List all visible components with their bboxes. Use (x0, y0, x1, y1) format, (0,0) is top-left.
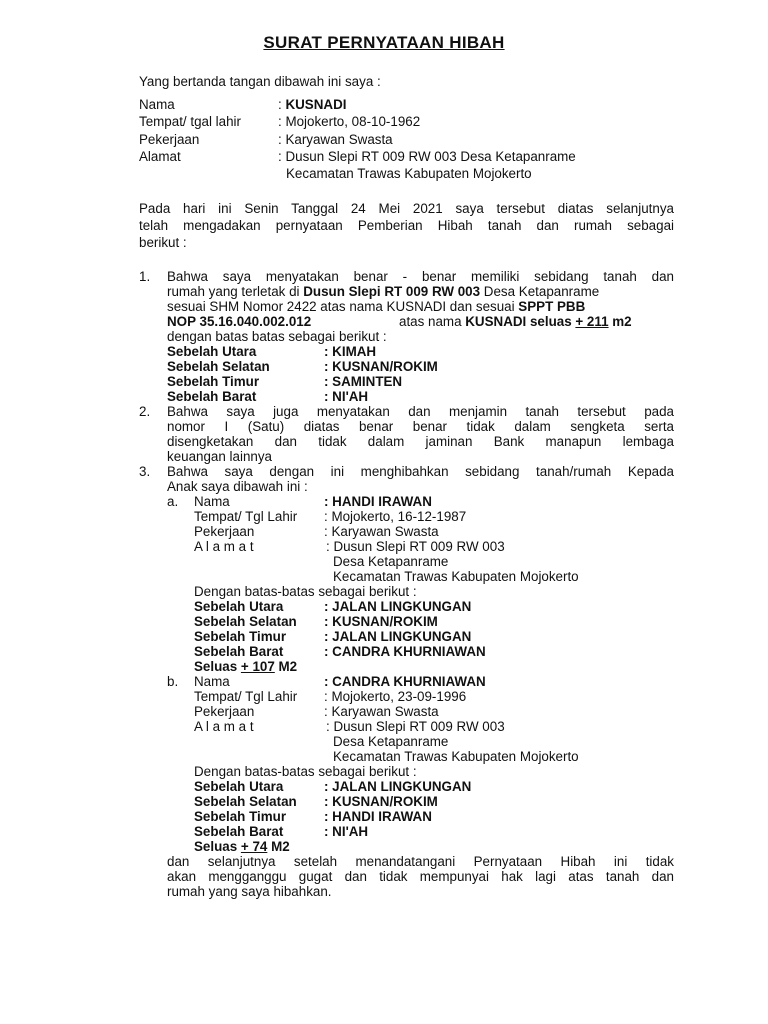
item1-line (167, 284, 599, 299)
recipient-a-ttl: : Mojokerto, 16-12-1987 (324, 509, 467, 524)
sub-item-letter: b. (167, 674, 179, 689)
declarant-address-line2: Kecamatan Trawas Kabupaten Mojokerto (286, 166, 532, 181)
declarant-name-label: Nama (139, 97, 175, 112)
recipient-a-ttl-label: Tempat/ Tgl Lahir (194, 509, 298, 524)
item1-text: rumah yang terletak di (167, 284, 304, 299)
item1-nop: NOP 35.16.040.002.012 (167, 314, 312, 329)
paragraph-line: Pada hari ini Senin Tanggal 24 Mei 2021 saya tersebut diatas selanjutnya (139, 201, 674, 216)
boundary-value: : SAMINTEN (324, 374, 403, 389)
item1-text: atas nama (399, 314, 466, 329)
boundary-value: : NI'AH (324, 824, 369, 839)
item2-line: disengketakan dan tidak dalam jaminan Bank manapun lembaga (167, 434, 674, 449)
recipient-a-job-label: Pekerjaan (194, 524, 255, 539)
recipient-a-name-label: Nama (194, 494, 230, 509)
sub-item-letter: a. (167, 494, 179, 509)
item-number: 3. (139, 464, 151, 479)
recipient-a-address-line1: : Dusun Slepi RT 009 RW 003 (326, 539, 505, 554)
declarant-job-label: Pekerjaan (139, 132, 200, 147)
item3-line: Bahwa saya dengan ini menghibahkan sebidang tanah/rumah Kepada (167, 464, 674, 479)
item-number: 2. (139, 404, 151, 419)
document-title: SURAT PERNYATAAN HIBAH (263, 33, 505, 52)
recipient-a-job: : Karyawan Swasta (324, 524, 439, 539)
recipient-b-ttl: : Mojokerto, 23-09-1996 (324, 689, 467, 704)
boundary-label: Sebelah Timur (194, 809, 287, 824)
boundary-label: Sebelah Selatan (194, 614, 297, 629)
boundary-label: Sebelah Timur (167, 374, 260, 389)
intro-text: Yang bertanda tangan dibawah ini saya : (139, 74, 381, 89)
boundary-value: : HANDI IRAWAN (324, 809, 432, 824)
recipient-a-address-label: A l a m a t (194, 539, 254, 554)
recipient-a-area (194, 659, 297, 674)
recipient-b-address-line1: : Dusun Slepi RT 009 RW 003 (326, 719, 505, 734)
boundary-value: : CANDRA KHURNIAWAN (324, 644, 486, 659)
declarant-ttl: Mojokerto, 08-10-1962 (285, 114, 421, 129)
item1-line (167, 299, 585, 314)
item1-text: sesuai SHM Nomor 2422 atas nama KUSNADI dan sesuai (167, 299, 519, 314)
declarant-job-value: : Karyawan Swasta (278, 132, 393, 147)
boundary-value: : KUSNAN/ROKIM (324, 359, 438, 374)
item3-line: Anak saya dibawah ini : (167, 479, 308, 494)
boundary-value: : JALAN LINGKUNGAN (324, 629, 472, 644)
item1-line (167, 314, 311, 329)
recipient-b-job: : Karyawan Swasta (324, 704, 439, 719)
boundary-label: Sebelah Selatan (167, 359, 270, 374)
recipient-b-ttl-label: Tempat/ Tgl Lahir (194, 689, 298, 704)
boundary-value: : KIMAH (324, 344, 377, 359)
item-number: 1. (139, 269, 151, 284)
area-value: + 74 (240, 839, 268, 854)
recipient-b-bounds-intro: Dengan batas-batas sebagai berikut : (194, 764, 417, 779)
area-unit: M2 (274, 659, 298, 674)
item1-line (399, 314, 632, 329)
boundary-value: : NI'AH (324, 389, 369, 404)
recipient-a-address-line2: Desa Ketapanrame (333, 554, 449, 569)
recipient-b-address-line2: Desa Ketapanrame (333, 734, 449, 749)
recipient-a-address-line3: Kecamatan Trawas Kabupaten Mojokerto (333, 569, 579, 584)
recipient-a-bounds-intro: Dengan batas-batas sebagai berikut : (194, 584, 417, 599)
boundary-label: Sebelah Selatan (194, 794, 297, 809)
declarant-address-line1: Dusun Slepi RT 009 RW 003 Desa Ketapanrame (285, 149, 576, 164)
declarant-ttl-value: : Mojokerto, 08-10-1962 (278, 114, 421, 129)
declarant-name-value: : KUSNADI (278, 97, 347, 112)
recipient-b-address-label: A l a m a t (194, 719, 254, 734)
item1-line: Bahwa saya menyatakan benar - benar memiliki sebidang tanah dan (167, 269, 674, 284)
boundary-label: Sebelah Utara (194, 599, 284, 614)
boundary-value: : KUSNAN/ROKIM (324, 614, 438, 629)
item2-line: nomor I (Satu) diatas benar benar tidak dalam sengketa serta (167, 419, 674, 434)
recipient-b-address-line3: Kecamatan Trawas Kabupaten Mojokerto (333, 749, 579, 764)
boundary-value: : JALAN LINGKUNGAN (324, 779, 472, 794)
area-label: Seluas (194, 839, 241, 854)
item2-line: keuangan lainnya (167, 449, 272, 464)
boundary-label: Sebelah Utara (167, 344, 257, 359)
recipient-b-area (194, 839, 290, 854)
boundary-label: Sebelah Barat (194, 644, 284, 659)
boundary-label: Sebelah Utara (194, 779, 284, 794)
item1-area: + 211 (575, 314, 609, 329)
item1-sppt: SPPT PBB (518, 299, 586, 314)
item1-unit: m2 (608, 314, 632, 329)
item1-text: Desa Ketapanrame (480, 284, 600, 299)
paragraph-line: telah mengadakan pernyataan Pemberian Hibah tanah dan rumah sebagai (139, 218, 674, 233)
paragraph-line: berikut : (139, 235, 187, 250)
boundary-label: Sebelah Timur (194, 629, 287, 644)
recipient-b-name: : CANDRA KHURNIAWAN (324, 674, 486, 689)
boundary-value: : JALAN LINGKUNGAN (324, 599, 472, 614)
closing-line: dan selanjutnya setelah menandatangani Pernyataan Hibah ini tidak (167, 854, 674, 869)
closing-line: akan mengganggu gugat dan tidak mempunyai hak lagi atas tanah dan (167, 869, 674, 884)
item1-line: dengan batas batas sebagai berikut : (167, 329, 387, 344)
declarant-address-label: Alamat (139, 149, 181, 164)
declarant-ttl-label: Tempat/ tgal lahir (139, 114, 241, 129)
boundary-label: Sebelah Barat (167, 389, 257, 404)
recipient-a-name: : HANDI IRAWAN (324, 494, 432, 509)
declarant-job: Karyawan Swasta (285, 132, 393, 147)
declarant-name: KUSNADI (285, 97, 347, 112)
boundary-value: : KUSNAN/ROKIM (324, 794, 438, 809)
item1-owner: KUSNADI seluas (465, 314, 576, 329)
boundary-label: Sebelah Barat (194, 824, 284, 839)
item1-location: Dusun Slepi RT 009 RW 003 (303, 284, 481, 299)
closing-line: rumah yang saya hibahkan. (167, 884, 332, 899)
area-value: + 107 (240, 659, 275, 674)
declarant-address-value: : Dusun Slepi RT 009 RW 003 Desa Ketapanrame (278, 149, 576, 164)
recipient-b-name-label: Nama (194, 674, 230, 689)
recipient-b-job-label: Pekerjaan (194, 704, 255, 719)
area-unit: M2 (267, 839, 290, 854)
item2-line: Bahwa saya juga menyatakan dan menjamin tanah tersebut pada (167, 404, 674, 419)
area-label: Seluas (194, 659, 241, 674)
